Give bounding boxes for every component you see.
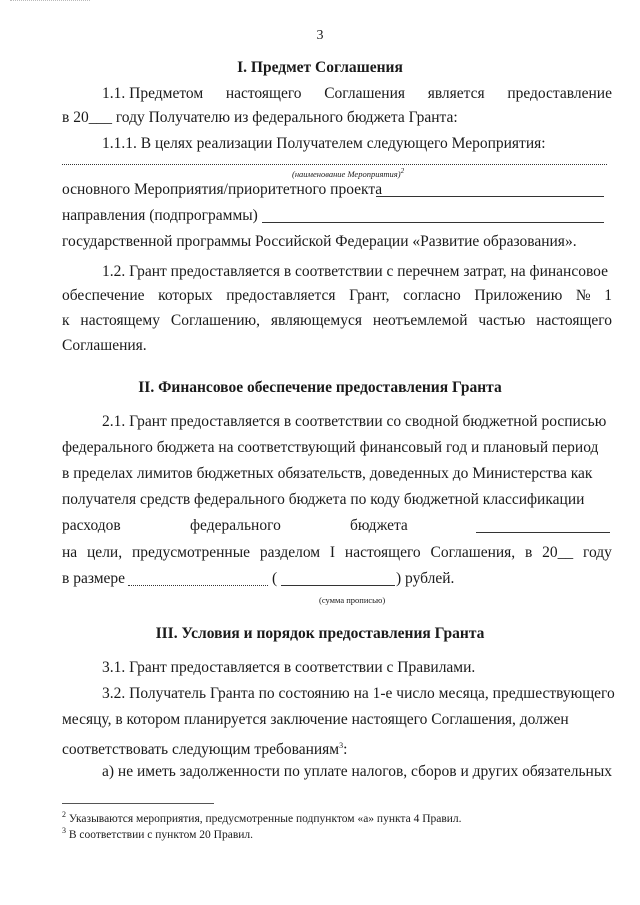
paragraph-2-1-line-5-word-1: расходов (62, 517, 121, 534)
paragraph-2-1-line-5-word-3: бюджета (350, 517, 408, 534)
section-title-1: I. Предмет Соглашения (237, 59, 403, 76)
paragraph-3-2-line-2: месяцу, в котором планируется заключение настоящего Соглашения, должен (62, 711, 569, 728)
footnote-mark: 3 (339, 741, 344, 750)
footnote-mark: 2 (62, 810, 66, 819)
text: 1.1. Предметом (102, 85, 204, 102)
amount-words-blank (281, 585, 395, 586)
subprogram-blank (262, 222, 604, 223)
text: Соглашения, (430, 544, 516, 561)
paragraph-1-1-1-line-3: направления (подпрограммы) (62, 207, 258, 224)
amount-digits-blank (128, 585, 268, 586)
amount-label: в размере (62, 570, 126, 587)
text: (наименование Мероприятия) (292, 168, 401, 179)
measure-name-blank (62, 164, 607, 165)
text: согласно (403, 287, 461, 304)
amount-open-paren: ( (272, 570, 278, 587)
note-amount-words: (сумма прописью) (319, 595, 386, 605)
text: настоящего (225, 85, 302, 102)
text: обеспечение (62, 287, 145, 304)
paragraph-3-2-line-1: 3.2. Получатель Гранта по состоянию на 1-е число месяца, предшествующего (102, 685, 615, 702)
note-measure-name (292, 166, 404, 179)
paragraph-1-2-line-2 (62, 286, 612, 306)
text: частью (478, 312, 526, 329)
budget-code-blank (476, 532, 610, 533)
paragraph-1-1-1-line-2: основного Мероприятия/приоритетного проекта (62, 181, 383, 198)
paragraph-1-1-line-1 (102, 84, 612, 104)
amount-currency: ) рублей. (396, 570, 455, 587)
text: предусмотренные (131, 544, 251, 561)
paragraph-2-1-line-6 (62, 543, 612, 563)
paragraph-1-1-1-line-4: государственной программы Российской Федерации «Развитие образования». (62, 233, 577, 250)
paragraph-1-1-1-line-1: 1.1.1. В целях реализации Получателем следующего Мероприятия: (102, 135, 546, 152)
text: соответствовать следующим требованиям (62, 741, 340, 759)
text: которых (158, 287, 213, 304)
text: предоставляется (226, 287, 336, 304)
text: к (62, 312, 70, 329)
page-number: 3 (316, 28, 324, 43)
section-title-2: II. Финансовое обеспечение предоставления Гранта (138, 379, 502, 396)
paragraph-a-line-1: а) не иметь задолженности по уплате налогов, сборов и других обязательных (102, 763, 612, 780)
paragraph-1-2-line-1: 1.2. Грант предоставляется в соответствии с перечнем затрат, на финансовое (102, 263, 608, 280)
paragraph-2-1-line-5-word-2: федерального (190, 517, 281, 534)
text: на (62, 544, 78, 561)
paragraph-1-2-line-3 (62, 311, 612, 331)
project-blank (376, 196, 604, 197)
text: неотъемлемой (372, 312, 468, 329)
paragraph-1-1-line-2: в 20___ году Получателю из федерального бюджета Гранта: (62, 109, 458, 126)
paragraph-2-1-line-3: в пределах лимитов бюджетных обязательств, доведенных до Министерства как (62, 465, 593, 482)
text: Соглашению, (170, 312, 261, 329)
footnote-3 (62, 824, 253, 842)
text: I (329, 544, 336, 561)
scan-artifact-line (10, 0, 90, 1)
paragraph-2-1-line-4: получателя средств федерального бюджета по коду бюджетной классификации (62, 491, 585, 508)
text: Приложению (474, 287, 563, 304)
paragraph-1-2-line-4: Соглашения. (62, 337, 147, 354)
text: в (525, 544, 533, 561)
text: является (427, 85, 485, 102)
text: 1 (604, 287, 612, 304)
text: № (575, 287, 591, 304)
footnote-text: В соответствии с пунктом 20 Правил. (66, 828, 254, 841)
text: настоящего (344, 544, 421, 561)
section-title-3: III. Условия и порядок предоставления Гранта (155, 625, 485, 642)
paragraph-2-1-line-1: 2.1. Грант предоставляется в соответствии со сводной бюджетной росписью (102, 413, 607, 430)
text: разделом (259, 544, 321, 561)
footnote-text: Указываются мероприятия, предусмотренные подпунктом «а» пункта 4 Правил. (66, 812, 462, 825)
paragraph-3-2-line-3 (62, 736, 347, 760)
paragraph-3-1: 3.1. Грант предоставляется в соответствии с Правилами. (102, 659, 476, 676)
text: предоставление (507, 85, 612, 102)
text: году (583, 544, 612, 561)
text: настоящему (80, 312, 160, 329)
footnote-divider (62, 803, 214, 804)
footnote-mark: 3 (62, 826, 66, 835)
text: являющемуся (270, 312, 362, 329)
text: : (343, 741, 348, 759)
footnote-mark: 2 (400, 167, 405, 175)
text: настоящего (536, 312, 612, 329)
paragraph-2-1-line-2: федерального бюджета на соответствующий финансовый год и плановый период (62, 439, 599, 456)
text: Соглашения (324, 85, 406, 102)
text: Грант, (349, 287, 390, 304)
text: 20__ (542, 544, 574, 561)
text: цели, (87, 544, 123, 561)
